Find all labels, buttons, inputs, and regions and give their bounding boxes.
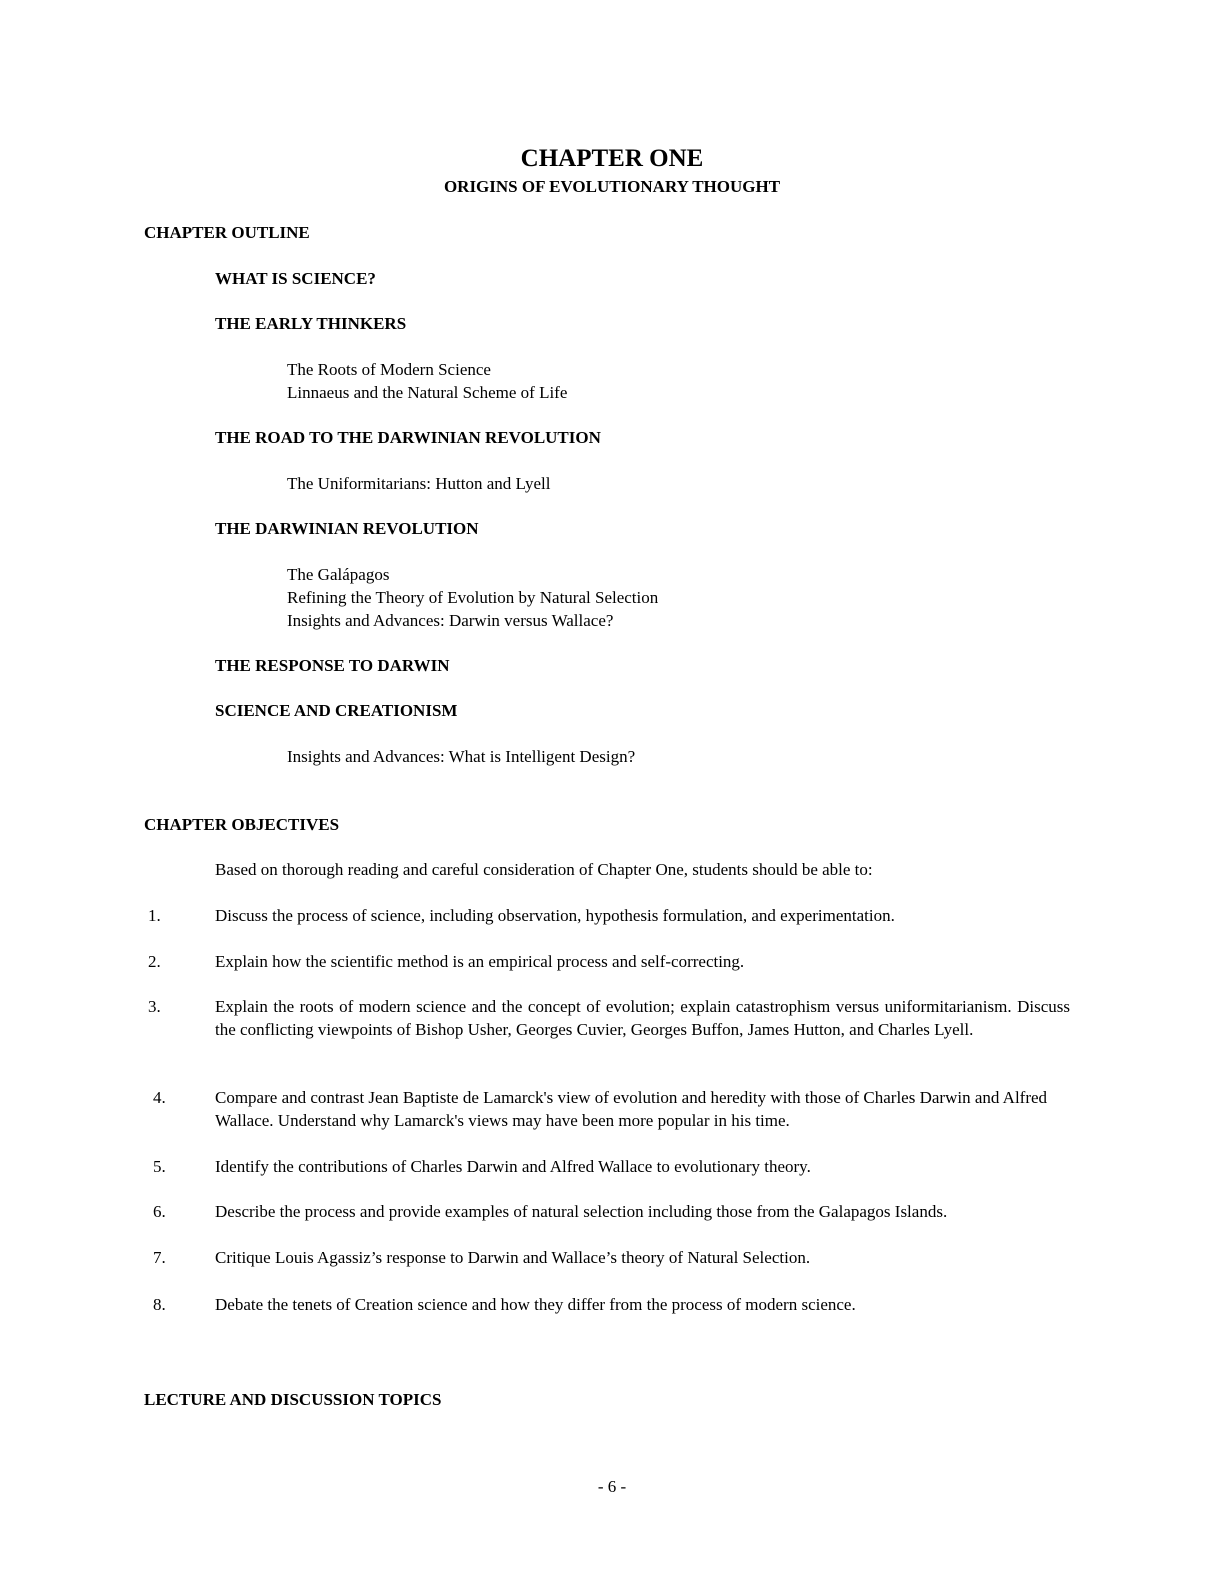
objective-text: Identify the contributions of Charles Darwin and Alfred Wallace to evolutionary theory. [215,1157,811,1176]
objective-number: 3. [148,997,161,1016]
outline-section-title: THE RESPONSE TO DARWIN [215,656,450,675]
objectives-intro: Based on thorough reading and careful consideration of Chapter One, students should be able to: [215,860,873,879]
chapter-title: CHAPTER ONE [520,145,704,172]
objective-number: 7. [153,1248,166,1267]
objective-number: 5. [153,1157,166,1176]
outline-section-title: WHAT IS SCIENCE? [215,269,376,288]
outline-section-title: SCIENCE AND CREATIONISM [215,701,458,720]
outline-subitem: Linnaeus and the Natural Scheme of Life [287,383,568,402]
objective-text: Discuss the process of science, including observation, hypothesis formulation, and experimentation. [215,906,895,925]
objective-number: 1. [148,906,161,925]
objective-number: 2. [148,952,161,971]
objective-text: Describe the process and provide examples of natural selection including those from the Galapagos Islands. [215,1202,948,1221]
lecture-heading: LECTURE AND DISCUSSION TOPICS [144,1390,442,1409]
objective-text: Critique Louis Agassiz’s response to Darwin and Wallace’s theory of Natural Selection. [215,1248,811,1267]
outline-subitem: Insights and Advances: What is Intelligent Design? [287,747,636,766]
objective-text: Explain the roots of modern science and the concept of evolution; explain catastrophism versus uniformitarianism. Discuss the conflicting viewpoints of Bishop Usher, Georges Cuvier, Georges Buffon, James Hutton, and Charles Lyell. [215,997,1070,1039]
outline-subitem: The Roots of Modern Science [287,360,491,379]
objective-number: 4. [153,1088,166,1107]
objective-text: Debate the tenets of Creation science and how they differ from the process of modern science. [215,1295,856,1314]
outline-subitem: Insights and Advances: Darwin versus Wallace? [287,611,614,630]
chapter-subtitle: ORIGINS OF EVOLUTIONARY THOUGHT [443,177,781,196]
outline-section-title: THE ROAD TO THE DARWINIAN REVOLUTION [215,428,601,447]
objective-text: Explain how the scientific method is an empirical process and self-correcting. [215,952,745,971]
outline-subitem: The Uniformitarians: Hutton and Lyell [287,474,551,493]
page-number: - 6 - [597,1477,627,1496]
objective-text: Compare and contrast Jean Baptiste de Lamarck's view of evolution and heredity with those of Charles Darwin and Alfred Wallace. Understand why Lamarck's views may have been more popular in his time. [215,1088,1048,1130]
objective-number: 8. [153,1295,166,1314]
outline-heading: CHAPTER OUTLINE [144,223,310,242]
objective-number: 6. [153,1202,166,1221]
outline-subitem: The Galápagos [287,565,390,584]
outline-subitem: Refining the Theory of Evolution by Natural Selection [287,588,659,607]
outline-section-title: THE EARLY THINKERS [215,314,407,333]
objectives-heading: CHAPTER OBJECTIVES [144,815,340,834]
outline-section-title: THE DARWINIAN REVOLUTION [215,519,479,538]
